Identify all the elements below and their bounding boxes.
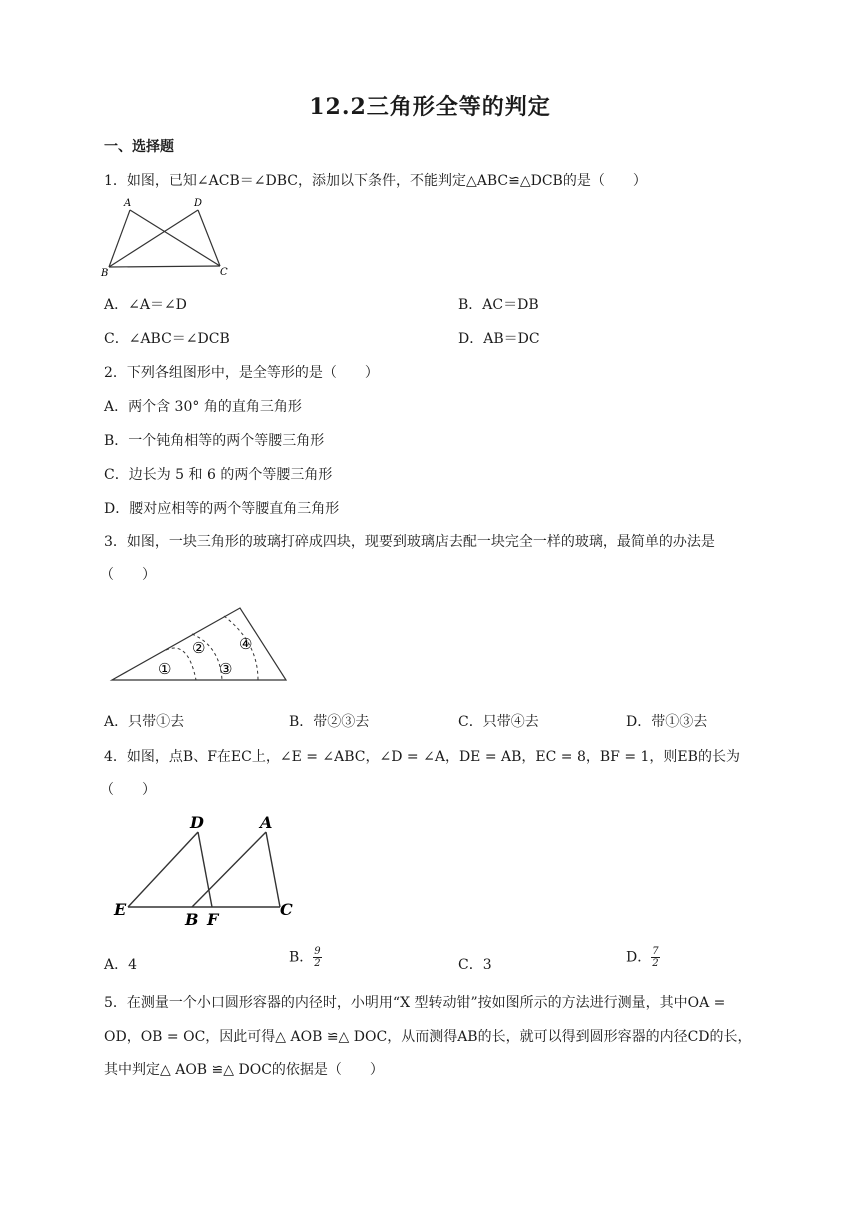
q2-option-b: B．一个钝角相等的两个等腰三角形 — [104, 433, 325, 449]
q1-label-b: B — [101, 268, 109, 278]
q3-piece-3: ③ — [219, 660, 233, 678]
q1-figure — [100, 196, 240, 278]
q4-figure — [112, 812, 302, 928]
q1-label-d: D — [194, 198, 203, 209]
q1-option-d: D．AB＝DC — [458, 331, 540, 347]
q4-option-b-fraction — [313, 946, 321, 969]
q2-stem: 2．下列各组图形中，是全等形的是（ ） — [104, 365, 379, 381]
q4-option-c: C．3 — [458, 957, 492, 973]
q4-option-b-denominator: 2 — [314, 958, 321, 969]
q5-line3: 其中判定△ AOB ≌△ DOC的依据是（ ） — [104, 1062, 384, 1078]
q3-option-b: B．带②③去 — [289, 714, 370, 730]
q4-option-b — [289, 946, 322, 969]
q4-stem-line1: 4．如图，点B、F在EC上，∠E = ∠ABC，∠D = ∠A，DE = AB，EC = 8，BF = 1，则EB的长为 — [104, 749, 740, 765]
q2-option-a: A．两个含 30° 角的直角三角形 — [104, 399, 302, 415]
q3-figure — [108, 604, 292, 684]
q4-option-d — [626, 946, 660, 969]
q4-option-d-numerator: 7 — [652, 946, 659, 957]
q4-label-d: D — [190, 813, 204, 832]
q3-option-a: A．只带①去 — [104, 714, 185, 730]
q1-option-b: B．AC＝DB — [458, 297, 539, 313]
q4-label-a: A — [260, 813, 273, 832]
q4-option-b-prefix: B． — [289, 949, 314, 966]
q4-label-c: C — [280, 900, 293, 919]
q5-line2: OD，OB = OC，因此可得△ AOB ≌△ DOC，从而测得AB的长，就可以得到圆形容器的内径CD的长， — [104, 1029, 752, 1045]
q3-option-d: D．带①③去 — [626, 714, 708, 730]
q3-stem-line2: （ ） — [100, 567, 156, 583]
q5-line1: 5．在测量一个小口圆形容器的内径时，小明用“X 型转动钳”按如图所示的方法进行测量，其中OA = — [104, 995, 726, 1011]
q4-label-e: E — [114, 900, 127, 919]
q4-stem-line2: （ ） — [100, 782, 156, 798]
q3-option-c: C．只带④去 — [458, 714, 539, 730]
q1-label-a: A — [124, 198, 132, 209]
q4-option-a: A．4 — [104, 957, 138, 973]
q4-label-f: F — [207, 910, 219, 928]
q1-option-a: A．∠A＝∠D — [104, 297, 187, 313]
q1-label-c: C — [220, 267, 228, 278]
q4-option-d-fraction — [651, 946, 659, 969]
q4-option-b-numerator: 9 — [314, 946, 321, 957]
q1-option-c: C．∠ABC＝∠DCB — [104, 331, 230, 347]
q4-option-d-denominator: 2 — [652, 958, 659, 969]
section-heading: 一、选择题 — [104, 139, 174, 155]
q3-piece-4: ④ — [239, 635, 253, 653]
q3-stem-line1: 3．如图，一块三角形的玻璃打碎成四块，现要到玻璃店去配一块完全一样的玻璃，最简单的办法是 — [104, 534, 715, 550]
q3-piece-2: ② — [192, 639, 206, 657]
q4-option-d-prefix: D． — [626, 949, 652, 966]
q1-stem: 1．如图，已知∠ACB＝∠DBC，添加以下条件，不能判定△ABC≌△DCB的是（ ） — [104, 173, 647, 189]
page-title: 12.2三角形全等的判定 — [309, 94, 551, 120]
q2-option-c: C．边长为 5 和 6 的两个等腰三角形 — [104, 467, 333, 483]
q3-piece-1: ① — [158, 660, 172, 678]
q4-label-b: B — [185, 910, 199, 928]
q2-option-d: D．腰对应相等的两个等腰直角三角形 — [104, 501, 340, 517]
